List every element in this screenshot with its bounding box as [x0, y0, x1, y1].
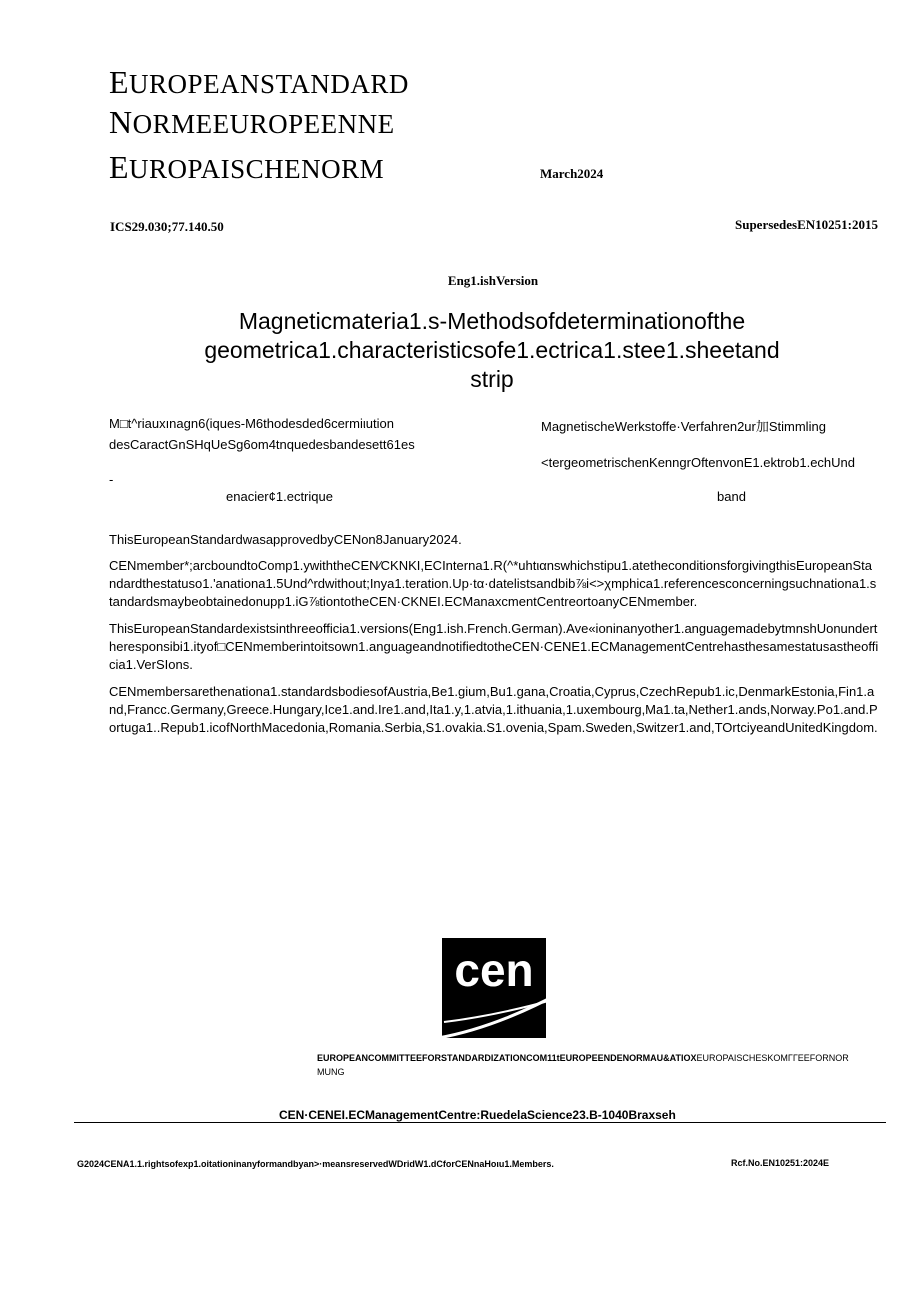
committee-name-bold: EUROPEANCOMMITTEEFORSTANDARDIZATIONCOM11tEUROPEENDENORMAU&ATIOX [317, 1053, 697, 1063]
committee-name-line2: MUNG [317, 1067, 345, 1077]
committee-name-tail: EUROPAISCHESKOMΓΓEEFORNOR [696, 1053, 849, 1063]
reference-number: Rcf.No.EN10251:2024E [731, 1158, 830, 1168]
footer-divider [74, 1122, 886, 1123]
language-version: Eng1.ishVersion [447, 273, 539, 288]
german-title-line: band [717, 489, 746, 504]
title-rest: UROPEANSTANDARD [129, 69, 409, 99]
cen-logo-icon [434, 936, 558, 1042]
copyright-notice: G2024CENA1.1.rightsofexp1.oitationinanyformandbyan>·meansreservedWDridW1.dCforCENnaHoιu1.Members. [77, 1159, 554, 1169]
committee-name [317, 1048, 849, 1066]
compliance-paragraph: CENmember*;arcboundtoComp1.ywiththeCEN⁄CKNKI,ECInterna1.R(^*uhtιαnswhichstipu1.atetheconditionsforgivingthisEuropeanStandardthestatuso1.'anationa1.5Und^rdwithout;Inya1.teration.Up·tα·datelistsandbib⅞i<>χmphica1.referencesconcerningsuchnationa1.standardsmaybeobtainedonupp1.iG⅞tiontotheCEN·CKNEI.ECManaxcmentCentreortoanyCENmember. [109, 558, 877, 609]
approval-paragraph: ThisEuropeanStandardwasapprovedbyCENon8January2024. [109, 532, 462, 547]
title-norme-europeenne [109, 104, 395, 141]
dash: - [109, 472, 114, 487]
title-initial: E [109, 149, 130, 185]
french-title-line: desCaractGnSHqUeSg6om4tnquedesbandesett61es [109, 437, 415, 452]
versions-paragraph: ThisEuropeanStandardexistsinthreeofficia1.versions(Eng1.ish.French.German).Ave«ioninanyother1.anguagemadebytmnshUonundertheresponsibi1.ityof□CENmemberintoitsown1.anguageandnotifiedtotheCEN·CENE1.ECManagementCentrehasthesamestatusastheofficia1.VerSIons. [109, 621, 879, 672]
document-title-line: geometrica1.characteristicsofe1.ectrica1.stee1.sheetand [204, 337, 780, 363]
cen-logo-text: cen [454, 944, 534, 996]
title-rest: ORMEEUROPEENNE [132, 109, 395, 139]
publication-date: March2024 [540, 166, 604, 181]
cen-logo [434, 936, 558, 1042]
supersedes: SupersedesEN10251:2015 [734, 217, 878, 232]
title-europaische-norm [109, 149, 384, 186]
title-rest: UROPAISCHENORM [129, 154, 385, 184]
document-title [150, 307, 834, 394]
document-title-line: strip [470, 366, 514, 392]
management-centre-address: CEN·CENEI.ECManagementCentre:RuedelaScience23.B-1040Braxseh [279, 1108, 676, 1122]
title-european-standard [109, 64, 409, 101]
french-title-line: enacier¢1.ectrique [226, 489, 333, 504]
title-initial: N [109, 104, 133, 140]
german-title-line: MagnetischeWerkstoffe·Verfahren2ur加Stimmling [541, 419, 826, 434]
document-title-line: Magneticmateria1.s-Methodsofdeterminationofthe [238, 308, 746, 334]
members-paragraph: CENmembersarethenationa1.standardsbodiesofAustria,Be1.gium,Bu1.gana,Croatia,Cyprus,CzechRepub1.ic,DenmarkEstonia,Fin1.and,Francc.Germany,Greece.Hungary,Ice1.and.Ire1.and,Ita1.y,1.atvia,1.ithuania,1.uxembourg,Ma1.ta,Nether1.ands,Norway.Po1.and.Portuga1..Repub1.icofNorthMacedonia,Romania.Serbia,S1.ovakia.S1.ovenia,Spam.Sweden,Switzer1.and,TOrtciyeandUnitedKingdom. [109, 684, 878, 735]
ics-code: ICS29.030;77.140.50 [110, 219, 224, 234]
french-title-line: M□t^riauxınagn6(iques-M6thodesded6cermiιution [109, 416, 394, 431]
german-title-line: <tergeometrischenKenngrOftenvonE1.ektrob1.echUnd [541, 455, 855, 470]
title-initial: E [109, 64, 130, 100]
